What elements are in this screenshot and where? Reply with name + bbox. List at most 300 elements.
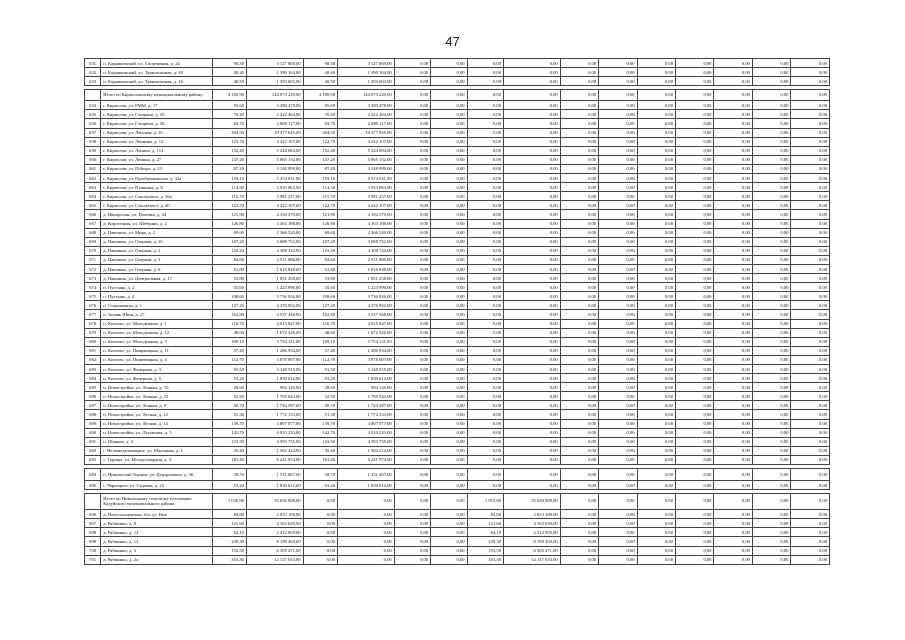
value-cell: 3 981 237,00 [338, 192, 395, 201]
table-row [85, 68, 830, 77]
value-cell: 0,00 [791, 274, 830, 283]
row-number-cell: 666 [85, 210, 101, 219]
value-cell: 0,00 [752, 310, 790, 319]
table-row [85, 546, 830, 555]
value-cell: 0,00 [714, 319, 752, 328]
row-number-cell: 699 [85, 537, 101, 546]
table-row [85, 119, 830, 128]
value-cell: 4 363 188,00 [246, 219, 303, 228]
value-cell: 87,20 [303, 164, 337, 173]
value-cell: 0,00 [676, 59, 714, 68]
table-row [85, 301, 830, 310]
row-number-cell: 669 [85, 237, 101, 246]
value-cell: 0,00 [752, 455, 790, 464]
value-cell: 181,40 [303, 455, 337, 464]
value-cell: 0,00 [676, 494, 714, 510]
value-cell: 0,00 [467, 119, 503, 128]
value-cell: 0,00 [637, 546, 675, 555]
value-cell: 0,00 [637, 255, 675, 264]
value-cell: 353,30 [467, 555, 503, 564]
row-number-cell: 685 [85, 383, 101, 392]
value-cell: 116,70 [303, 319, 337, 328]
value-cell: 6 305 471,00 [246, 546, 303, 555]
value-cell: 0,00 [431, 77, 467, 86]
value-cell: 0,00 [599, 77, 637, 86]
value-cell: 0,00 [504, 110, 561, 119]
value-cell: 0,00 [467, 274, 503, 283]
value-cell: 0,00 [394, 155, 430, 164]
value-cell: 0,00 [394, 374, 430, 383]
value-cell: 0,00 [504, 174, 561, 183]
value-cell: 52,80 [212, 264, 246, 273]
value-cell: 0,00 [714, 519, 752, 528]
value-cell: 0,00 [752, 546, 790, 555]
row-number-cell: 634 [85, 101, 101, 110]
address-cell: г. Кириллов, ул. Ленина, д. 27 [101, 155, 212, 164]
value-cell: 0,00 [791, 365, 830, 374]
value-cell: 0,00 [752, 228, 790, 237]
value-cell: 45,40 [212, 446, 246, 455]
value-cell: 1 224 996,00 [338, 283, 395, 292]
row-number-cell: 639 [85, 146, 101, 155]
value-cell: 0,00 [504, 346, 561, 355]
value-cell: 0,00 [599, 155, 637, 164]
value-cell: 0,00 [714, 410, 752, 419]
row-number-cell: 690 [85, 428, 101, 437]
value-cell: 50,70 [212, 401, 246, 410]
value-cell: 0,00 [637, 101, 675, 110]
value-cell: 3 148 999,00 [338, 164, 395, 173]
value-cell: 0,00 [599, 283, 637, 292]
value-cell: 0,00 [394, 90, 430, 101]
value-cell: 0,00 [791, 337, 830, 346]
value-cell: 0,00 [599, 428, 637, 437]
row-number-cell: 663 [85, 183, 101, 192]
value-cell: 0,00 [560, 301, 598, 310]
value-cell: 0,00 [752, 319, 790, 328]
table-row [85, 128, 830, 137]
value-cell: 1 851 258,00 [338, 274, 395, 283]
value-cell: 0,00 [752, 77, 790, 86]
value-cell: 0,00 [637, 137, 675, 146]
value-cell: 0,00 [637, 201, 675, 210]
value-cell: 0,00 [637, 455, 675, 464]
value-cell: 35,60 [303, 283, 337, 292]
value-cell: 0,00 [791, 328, 830, 337]
value-cell: 0,00 [431, 494, 467, 510]
value-cell: 1 744 587,00 [338, 401, 395, 410]
value-cell: 0,00 [504, 137, 561, 146]
value-cell: 0,00 [504, 419, 561, 428]
value-cell: 0,00 [714, 90, 752, 101]
value-cell: 0,00 [431, 365, 467, 374]
value-cell: 0,00 [752, 283, 790, 292]
value-cell: 0,00 [791, 228, 830, 237]
value-cell: 0,00 [752, 219, 790, 228]
value-cell: 0,00 [752, 301, 790, 310]
value-cell: 0,00 [791, 555, 830, 564]
value-cell: 125,20 [303, 246, 337, 255]
address-cell: г. Кириллов, ул. Ленинка, д. 12 [101, 137, 212, 146]
value-cell: 0,00 [431, 128, 467, 137]
value-cell: 108,60 [212, 292, 246, 301]
value-cell: 0,00 [599, 401, 637, 410]
value-cell: 0,00 [676, 237, 714, 246]
value-cell: 0,00 [394, 201, 430, 210]
address-cell: д. Рябинино, д. 14 [101, 528, 212, 537]
value-cell: 3 878 007,00 [338, 355, 395, 364]
value-cell: 0,00 [676, 264, 714, 273]
value-cell: 0,00 [752, 383, 790, 392]
value-cell: 0,00 [560, 59, 598, 68]
value-cell: 0,00 [303, 555, 337, 564]
value-cell: 0,00 [560, 392, 598, 401]
value-cell: 0,00 [791, 192, 830, 201]
value-cell: 0,00 [791, 546, 830, 555]
value-cell: 1 830 612,00 [338, 481, 395, 490]
value-cell: 0,00 [599, 201, 637, 210]
value-cell: 0,00 [752, 337, 790, 346]
value-cell: 0,00 [752, 128, 790, 137]
value-cell: 53,20 [212, 481, 246, 490]
value-cell: 0,00 [791, 301, 830, 310]
value-cell: 0,00 [431, 219, 467, 228]
value-cell: 0,00 [394, 337, 430, 346]
value-cell: 126,80 [303, 219, 337, 228]
value-cell: 0,00 [467, 292, 503, 301]
value-cell: 0,00 [752, 365, 790, 374]
value-cell: 0,00 [676, 537, 714, 546]
value-cell: 0,00 [752, 292, 790, 301]
value-cell: 0,00 [504, 255, 561, 264]
table-row [85, 328, 830, 337]
value-cell: 127,20 [303, 301, 337, 310]
value-cell: 1 795 643,00 [338, 392, 395, 401]
table-row [85, 310, 830, 319]
value-cell: 0,00 [431, 137, 467, 146]
value-cell: 0,00 [752, 137, 790, 146]
value-cell: 0,00 [676, 337, 714, 346]
value-cell: 0,00 [504, 210, 561, 219]
value-cell: 0,00 [676, 201, 714, 210]
value-cell: 0,00 [467, 264, 503, 273]
value-cell: 0,00 [560, 283, 598, 292]
value-cell: 1 030,90 [212, 494, 246, 510]
value-cell: 0,00 [394, 255, 430, 264]
value-cell: 0,00 [676, 481, 714, 490]
value-cell: 0,00 [637, 110, 675, 119]
value-cell: 1 562 214,00 [338, 446, 395, 455]
address-cell: п. Новостройка, ул. Ленина, д. 9 [101, 401, 212, 410]
value-cell: 0,00 [431, 155, 467, 164]
value-cell: 144 073 229,00 [338, 90, 395, 101]
value-cell: 0,00 [752, 537, 790, 546]
value-cell: 0,00 [394, 519, 430, 528]
value-cell: 40,40 [303, 68, 337, 77]
value-cell: 0,00 [394, 174, 430, 183]
value-cell: 122,70 [212, 201, 246, 210]
address-cell: п. Кохтово, ул. Пищевицкая, д. 11 [101, 346, 212, 355]
value-cell: 0,00 [791, 383, 830, 392]
value-cell: 1 286 934,00 [246, 346, 303, 355]
value-cell: 0,00 [338, 510, 395, 519]
value-cell: 0,00 [504, 392, 561, 401]
value-cell: 0,00 [637, 337, 675, 346]
row-number-cell [85, 90, 101, 101]
value-cell: 38,70 [212, 469, 246, 481]
value-cell: 0,00 [560, 419, 598, 428]
table-row [85, 383, 830, 392]
value-cell: 0,00 [676, 410, 714, 419]
value-cell: 139,70 [212, 419, 246, 428]
address-cell: п. Шаньки, д. 4 [101, 437, 212, 446]
value-cell: 0,00 [637, 274, 675, 283]
value-cell: 0,00 [599, 137, 637, 146]
value-cell: 0,00 [637, 555, 675, 564]
value-cell: 0,00 [394, 192, 430, 201]
value-cell: 0,00 [504, 146, 561, 155]
value-cell: 0,00 [467, 410, 503, 419]
value-cell: 0,00 [599, 146, 637, 155]
value-cell: 1 830 612,00 [246, 374, 303, 383]
value-cell: 139,70 [303, 419, 337, 428]
value-cell: 0,00 [560, 77, 598, 86]
value-cell: 0,00 [791, 319, 830, 328]
value-cell: 122,70 [303, 201, 337, 210]
value-cell: 0,00 [560, 246, 598, 255]
value-cell: 0,00 [637, 365, 675, 374]
value-cell: 0,00 [752, 469, 790, 481]
address-cell: п. Запань Шиш, д. 27 [101, 310, 212, 319]
table-row [85, 237, 830, 246]
value-cell: 0,00 [560, 228, 598, 237]
value-cell: 0,00 [714, 283, 752, 292]
value-cell: 3 127 869,00 [338, 59, 395, 68]
value-cell: 0,00 [791, 392, 830, 401]
row-number-cell: 677 [85, 310, 101, 319]
value-cell: 0,00 [394, 274, 430, 283]
value-cell: 0,00 [338, 519, 395, 528]
value-cell: 0,00 [467, 401, 503, 410]
value-cell: 0,00 [714, 146, 752, 155]
table-row [85, 437, 830, 446]
value-cell: 102,80 [212, 310, 246, 319]
value-cell: 0,00 [303, 494, 337, 510]
value-cell: 0,00 [467, 455, 503, 464]
row-number-cell: 694 [85, 469, 101, 481]
value-cell: 0,00 [637, 292, 675, 301]
row-number-cell: 686 [85, 392, 101, 401]
value-cell: 53,80 [212, 274, 246, 283]
value-cell: 87,20 [212, 164, 246, 173]
value-cell: 4 376 952,00 [338, 301, 395, 310]
value-cell: 0,00 [791, 519, 830, 528]
value-cell: 2 422 464,00 [246, 110, 303, 119]
value-cell: 0,00 [467, 319, 503, 328]
value-cell: 69,60 [212, 228, 246, 237]
value-cell: 0,00 [791, 246, 830, 255]
value-cell: 0,00 [637, 164, 675, 173]
address-cell: г. Кириллов, ул. Смольского, д. 40 [101, 201, 212, 210]
value-cell: 0,00 [560, 437, 598, 446]
value-cell: 0,00 [467, 374, 503, 383]
value-cell: 0,00 [637, 283, 675, 292]
value-cell: 0,00 [431, 419, 467, 428]
value-cell: 0,00 [431, 164, 467, 173]
address-cell: д. Павшино, ул. Озерная, д. 2 [101, 246, 212, 255]
value-cell: 0,00 [676, 555, 714, 564]
value-cell: 4 807 077,00 [338, 419, 395, 428]
value-cell: 0,00 [303, 546, 337, 555]
row-number-cell: 678 [85, 319, 101, 328]
value-cell: 0,00 [467, 283, 503, 292]
row-number-cell: 698 [85, 528, 101, 537]
value-cell: 0,00 [504, 337, 561, 346]
value-cell: 0,00 [752, 555, 790, 564]
value-cell: 0,00 [467, 469, 503, 481]
value-cell: 0,00 [431, 110, 467, 119]
value-cell: 0,00 [467, 183, 503, 192]
value-cell: 0,00 [637, 59, 675, 68]
value-cell: 10 477 845,00 [246, 128, 303, 137]
value-cell: 0,00 [676, 146, 714, 155]
address-cell: п. Кохтово, ул. Фанерная, д. 3 [101, 365, 212, 374]
value-cell: 0,00 [394, 283, 430, 292]
value-cell: 0,00 [599, 174, 637, 183]
value-cell: 0,00 [599, 419, 637, 428]
table-row [85, 346, 830, 355]
value-cell: 1 390 164,00 [246, 68, 303, 77]
value-cell: 0,00 [431, 401, 467, 410]
value-cell: 147,20 [303, 155, 337, 164]
value-cell: 0,00 [467, 392, 503, 401]
value-cell: 1 331 667,00 [338, 469, 395, 481]
value-cell: 0,00 [714, 328, 752, 337]
value-cell: 0,00 [504, 228, 561, 237]
value-cell: 353,30 [212, 555, 246, 564]
value-cell: 0,00 [431, 283, 467, 292]
value-cell: 0,00 [467, 137, 503, 146]
value-cell: 57,40 [212, 346, 246, 355]
value-cell: 0,00 [467, 428, 503, 437]
value-cell: 28,60 [303, 383, 337, 392]
value-cell: 4 363 188,00 [338, 219, 395, 228]
value-cell: 0,00 [676, 419, 714, 428]
value-cell: 1 390 164,00 [338, 68, 395, 77]
value-cell: 193,50 [212, 546, 246, 555]
value-cell: 0,00 [394, 481, 430, 490]
value-cell: 144 073 229,00 [246, 90, 303, 101]
table-row [85, 146, 830, 155]
address-cell: п. Новостройка, ул. Лесная, д. 12 [101, 410, 212, 419]
address-cell: п. Новостройка, ул. Лесная, д. 14 [101, 419, 212, 428]
value-cell: 0,00 [431, 301, 467, 310]
row-number-cell: 681 [85, 346, 101, 355]
value-cell: 0,00 [714, 446, 752, 455]
value-cell: 6 241 974,00 [338, 455, 395, 464]
value-cell: 0,00 [752, 237, 790, 246]
address-cell: г. Кириллов, ул. Гагарина, д. 30 [101, 119, 212, 128]
value-cell: 0,00 [599, 469, 637, 481]
row-number-cell: 637 [85, 128, 101, 137]
value-cell: 0,00 [560, 510, 598, 519]
value-cell: 0,00 [637, 146, 675, 155]
value-cell: 40,50 [212, 77, 246, 86]
value-cell: 0,00 [467, 77, 503, 86]
value-cell: 0,00 [467, 228, 503, 237]
value-cell: 2 212 093,00 [504, 528, 561, 537]
value-cell: 0,00 [676, 346, 714, 355]
value-cell: 0,00 [752, 174, 790, 183]
value-cell: 1 772 133,00 [246, 410, 303, 419]
value-cell: 0,00 [394, 219, 430, 228]
table-row [85, 410, 830, 419]
value-cell: 0,00 [431, 146, 467, 155]
value-cell: 0,00 [637, 374, 675, 383]
value-cell: 4 180,90 [303, 90, 337, 101]
value-cell: 0,00 [791, 219, 830, 228]
value-cell: 0,00 [394, 301, 430, 310]
address-cell: Итого по Никольскому сельскому поселению Кадуйского муниципального района: [101, 494, 212, 510]
value-cell: 0,00 [599, 446, 637, 455]
value-cell: 239,30 [467, 537, 503, 546]
value-cell: 0,00 [560, 546, 598, 555]
value-cell: 4 180,90 [212, 90, 246, 101]
value-cell: 52,80 [303, 264, 337, 273]
value-cell: 0,00 [752, 274, 790, 283]
value-cell: 0,00 [560, 410, 598, 419]
value-cell: 0,00 [431, 192, 467, 201]
value-cell: 0,00 [599, 383, 637, 392]
value-cell: 1 851 258,00 [246, 274, 303, 283]
value-cell: 40,50 [303, 77, 337, 86]
value-cell: 3 127 869,00 [246, 59, 303, 68]
value-cell: 0,00 [431, 90, 467, 101]
value-cell: 0,00 [394, 528, 430, 537]
value-cell: 0,00 [791, 59, 830, 68]
value-cell: 0,00 [560, 383, 598, 392]
table-row [85, 164, 830, 173]
value-cell: 0,00 [431, 328, 467, 337]
value-cell: 121,60 [212, 519, 246, 528]
table-row [85, 428, 830, 437]
table-row [85, 283, 830, 292]
value-cell: 0,00 [394, 328, 430, 337]
value-cell: 0,00 [467, 246, 503, 255]
value-cell: 0,00 [338, 537, 395, 546]
value-cell: 1 393 603,00 [338, 77, 395, 86]
value-cell: 0,00 [599, 164, 637, 173]
value-cell: 1 562 214,00 [246, 446, 303, 455]
value-cell: 3 933 063,00 [338, 183, 395, 192]
value-cell: 0,00 [504, 446, 561, 455]
value-cell: 114,30 [212, 183, 246, 192]
value-cell: 0,00 [394, 410, 430, 419]
value-cell: 0,00 [560, 164, 598, 173]
value-cell: 4 222 107,00 [338, 137, 395, 146]
address-cell: д. Павшино, ул. Центральная, д. 17 [101, 274, 212, 283]
value-cell: 0,00 [637, 437, 675, 446]
value-cell: 0,00 [752, 101, 790, 110]
value-cell: 0,00 [714, 183, 752, 192]
value-cell: 12 137 033,00 [504, 555, 561, 564]
value-cell: 0,00 [431, 255, 467, 264]
value-cell: 35 636 908,00 [246, 494, 303, 510]
value-cell: 0,00 [599, 264, 637, 273]
value-cell: 0,00 [338, 546, 395, 555]
value-cell: 122,70 [303, 137, 337, 146]
value-cell: 2 880 117,00 [338, 119, 395, 128]
